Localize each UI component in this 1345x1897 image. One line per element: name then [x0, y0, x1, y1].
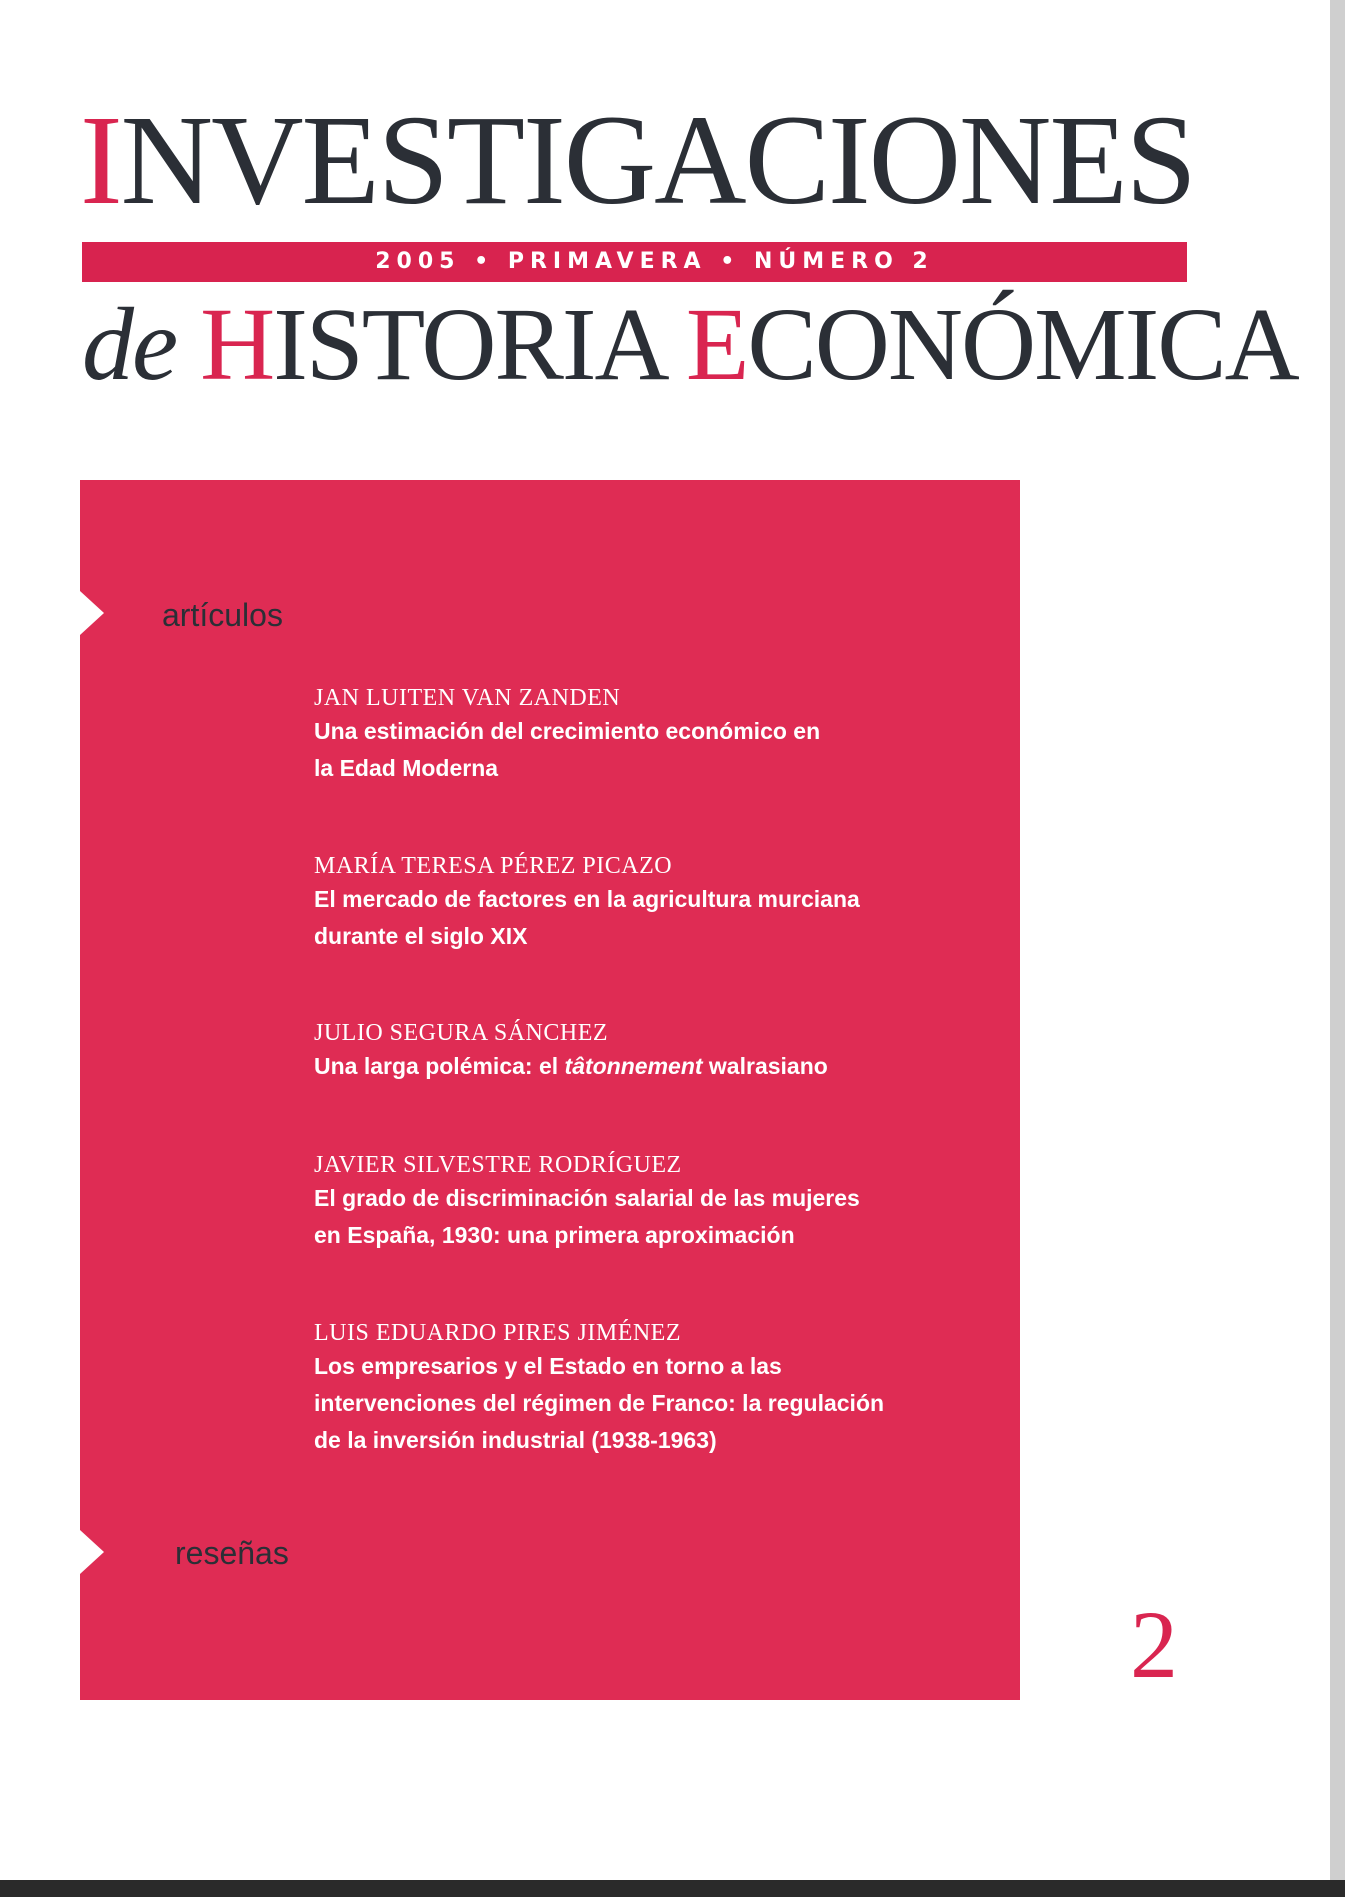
article-title-line: de la inversión industrial (1938-1963): [314, 1427, 717, 1453]
section-label-articulos: artículos: [162, 597, 283, 633]
title-de: de: [82, 287, 201, 402]
article-title-line: Los empresarios y el Estado en torno a las: [314, 1353, 782, 1379]
title-initial-h: H: [200, 287, 274, 402]
resenas-notch-marker: [80, 1530, 104, 1574]
issue-band-text: 2005 • PRIMAVERA • NÚMERO 2: [375, 249, 934, 274]
article-item: [314, 1150, 1014, 1254]
article-title-line: [314, 1048, 1014, 1085]
article-author: JULIO SEGURA SÁNCHEZ: [314, 1020, 609, 1046]
issue-number: 2: [1130, 1591, 1178, 1698]
contents-panel: [80, 480, 1020, 1700]
article-item: [314, 683, 1014, 787]
article-title-line: El grado de discriminación salarial de las mujeres: [314, 1185, 860, 1211]
article-title-line: intervenciones del régimen de Franco: la regulación: [314, 1390, 885, 1416]
title-initial-e: E: [685, 287, 748, 402]
article-title-line: El mercado de factores en la agricultura murciana: [314, 886, 860, 912]
article-title-emphasis: tâtonnement: [564, 1053, 703, 1079]
title-initial-i: I: [80, 89, 121, 231]
article-author: MARÍA TERESA PÉREZ PICAZO: [314, 853, 673, 879]
article-item: [314, 1018, 1014, 1085]
page-edge-right: [1330, 0, 1345, 1897]
article-title-line: en España, 1930: una primera aproximación: [314, 1222, 795, 1248]
article-title-line: Una estimación del crecimiento económico en: [314, 718, 821, 744]
title-investigaciones-rest: NVESTIGACIONES: [120, 89, 1195, 231]
page-edge-bottom: [0, 1880, 1345, 1897]
article-item: [314, 1318, 1014, 1459]
title-conomica: CONÓMICA: [747, 287, 1298, 402]
articulos-notch-marker: [80, 591, 104, 635]
journal-title-line2: [82, 287, 1298, 402]
article-title-line: la Edad Moderna: [314, 755, 499, 781]
section-label-resenas: reseñas: [175, 1535, 289, 1571]
article-title-line: durante el siglo XIX: [314, 923, 528, 949]
journal-title-line1: [80, 89, 1195, 231]
article-item: [314, 851, 1014, 955]
article-author: JAN LUITEN VAN ZANDEN: [314, 685, 621, 711]
article-title-pre: Una larga polémica: el: [314, 1053, 565, 1079]
title-istoria: ISTORIA: [273, 287, 686, 402]
article-author: LUIS EDUARDO PIRES JIMÉNEZ: [314, 1320, 681, 1346]
article-title-post: walrasiano: [702, 1053, 828, 1079]
issue-band: [82, 242, 1187, 282]
article-author: JAVIER SILVESTRE RODRÍGUEZ: [314, 1152, 682, 1178]
